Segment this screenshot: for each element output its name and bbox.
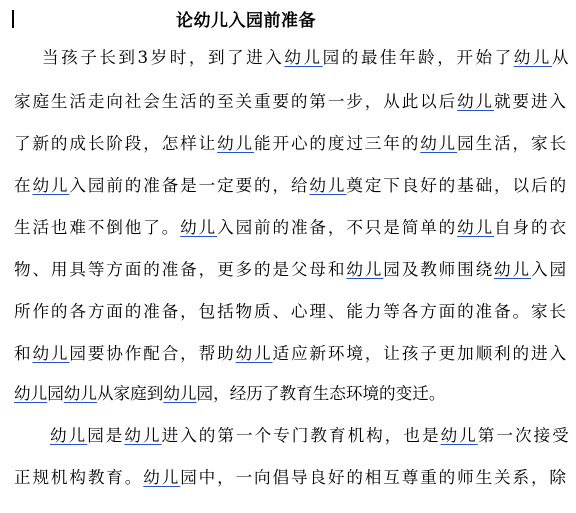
text-run: 和 [14, 344, 33, 363]
text-line [14, 92, 568, 112]
text-line [14, 468, 568, 488]
text-line [50, 426, 571, 446]
keyword-link: 幼儿 [309, 176, 347, 195]
text-run: 了新的成长阶段，怎样让 [14, 134, 218, 153]
text-run: 园中，一向倡导良好的相互尊重的师生关系，除 [180, 468, 568, 487]
text-line [14, 260, 568, 280]
keyword-link: 幼儿 [180, 218, 218, 237]
text-line [14, 134, 568, 154]
text-run: 园及教师围绕 [383, 260, 495, 279]
keyword-link: 幼儿 [346, 260, 384, 279]
keyword-link: 幼儿 [217, 134, 255, 153]
text-run: 从 [551, 48, 572, 67]
text-line [42, 48, 571, 68]
text-run: 第一次接受 [477, 426, 571, 445]
text-run: 入园前的准备是一定要的，给 [69, 176, 310, 195]
keyword-link: 幼儿 [14, 384, 48, 403]
text-run: 生活也难不倒他了。 [14, 218, 181, 237]
keyword-link: 幼儿 [440, 426, 478, 445]
keyword-link: 幼儿 [163, 384, 197, 403]
text-line [14, 384, 445, 404]
text-run: 园生活，家长 [457, 134, 568, 153]
text-run: 园的最佳年龄，开始了 [322, 48, 514, 67]
text-run: 园 [47, 384, 64, 403]
text-run: 适应新环境，让孩子更加顺利的进入 [272, 344, 568, 363]
keyword-link: 幼儿 [235, 344, 273, 363]
text-run: 正规机构教育。 [14, 468, 144, 487]
text-line [14, 218, 568, 238]
text-line [14, 344, 568, 364]
text-run: 奠定下良好的基础，以后的 [346, 176, 568, 195]
text-run: 入园前的准备，不只是简单的 [217, 218, 458, 237]
text-cursor [12, 10, 14, 28]
text-run: 园是 [87, 426, 125, 445]
keyword-link: 幼儿 [457, 92, 495, 111]
document-title: 论幼儿入园前准备 [176, 11, 316, 31]
text-run: 入园 [530, 260, 568, 279]
text-run: 园，经历了教育生态环境的变迁。 [196, 384, 446, 403]
text-run: 所作的各方面的准备，包括物质、心理、能力等各方面的准备。家长 [14, 302, 568, 321]
keyword-link: 幼儿 [50, 426, 88, 445]
keyword-link: 幼儿 [143, 468, 181, 487]
text-line [14, 176, 568, 196]
keyword-link: 幼儿 [513, 48, 552, 67]
keyword-link: 幼儿 [420, 134, 458, 153]
keyword-link: 幼儿 [32, 176, 70, 195]
text-run: 在 [14, 176, 33, 195]
text-run: 自身的衣 [494, 218, 568, 237]
text-run: 物、用具等方面的准备，更多的是父母和 [14, 260, 347, 279]
keyword-link: 幼儿 [124, 426, 162, 445]
text-run: 当孩子长到3岁时，到了进入 [42, 48, 285, 67]
text-run: 能开心的度过三年的 [254, 134, 421, 153]
text-run: 就要进入 [494, 92, 568, 111]
keyword-link: 幼儿 [457, 218, 495, 237]
text-line [14, 302, 568, 322]
keyword-link: 幼儿 [32, 344, 70, 363]
keyword-link: 幼儿 [494, 260, 531, 279]
text-run: 从家庭到 [96, 384, 164, 403]
text-run: 进入的第一个专门教育机构，也是 [161, 426, 441, 445]
keyword-link: 幼儿 [284, 48, 323, 67]
keyword-link: 幼儿 [63, 384, 97, 403]
text-run: 园要协作配合，帮助 [69, 344, 236, 363]
text-run: 家庭生活走向社会生活的至关重要的第一步，从此以后 [14, 92, 458, 111]
